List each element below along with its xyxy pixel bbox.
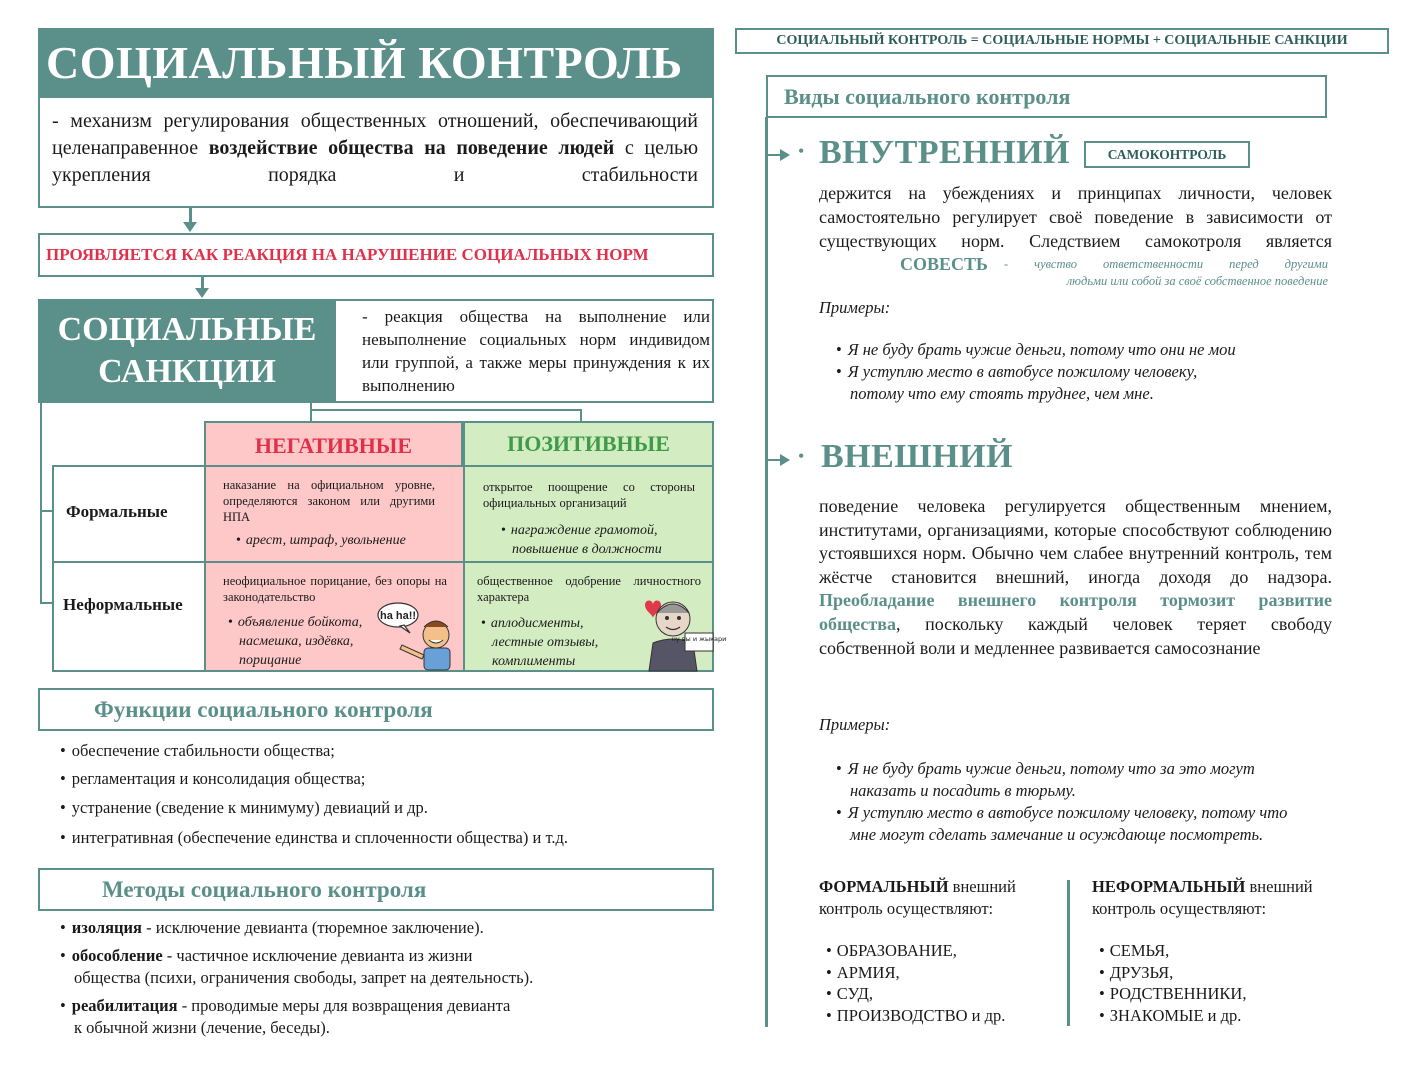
list-item — [836, 758, 1376, 780]
list-item-text: устранение (сведение к минимуму) девиаций и др. — [71, 798, 428, 817]
definition-text-part: с целью укрепления порядка и стабильности — [52, 137, 699, 186]
bullet — [481, 616, 491, 631]
example-text: Я не буду брать чужие деньги, потому что за это могут — [847, 759, 1255, 778]
informal-external-bold: НЕФОРМАЛЬНЫЙ — [1092, 877, 1246, 896]
list-item — [836, 339, 1316, 361]
example-text: потому что ему стоять труднее, чем мне. — [850, 384, 1154, 403]
bullet — [826, 963, 837, 982]
negative-header: НЕГАТИВНЫЕ — [204, 421, 463, 467]
sanctions-title-line: САНКЦИИ — [98, 353, 276, 390]
functions-heading: Функции социального контроля — [38, 688, 714, 731]
method-text: к обычной жизни (лечение, беседы). — [74, 1018, 330, 1037]
cell-example — [501, 521, 711, 559]
bullet — [60, 946, 72, 965]
page-title: СОЦИАЛЬНЫЙ КОНТРОЛЬ — [38, 28, 714, 98]
arrow-down-icon — [183, 222, 197, 232]
bullet: • — [798, 141, 805, 161]
example-text: Я уступлю место в автобусе пожилому человеку, потому что — [847, 803, 1288, 822]
list-item-text: РОДСТВЕННИКИ, — [1109, 984, 1247, 1003]
conscience-definition — [1004, 256, 1328, 290]
list-item — [60, 917, 710, 945]
arrow-right-icon — [780, 454, 790, 466]
method-term: обособление — [71, 946, 163, 965]
bullet — [836, 340, 848, 359]
sanctions-title — [38, 299, 336, 403]
formal-positive-cell — [463, 465, 714, 563]
example-text: наказать и посадить в тюрьму. — [850, 781, 1076, 800]
bullet — [60, 996, 72, 1015]
informal-external-list — [1099, 940, 1339, 1026]
cell-example — [481, 614, 631, 671]
formula-box: СОЦИАЛЬНЫЙ КОНТРОЛЬ = СОЦИАЛЬНЫЕ НОРМЫ + СОЦИАЛЬНЫЕ САНКЦИИ — [735, 28, 1389, 54]
list-item-text: ДРУЗЬЯ, — [1109, 962, 1174, 982]
bullet — [1099, 1006, 1110, 1025]
external-examples-list — [836, 758, 1376, 846]
list-item — [826, 962, 1066, 984]
types-heading: Виды социального контроля — [766, 75, 1327, 118]
internal-text: держится на убеждениях и принципах личности, человек самостоятельно регулирует своё поведение в зависимости от существующих норм. Следствием самокотроля является — [819, 183, 1332, 251]
conscience-definition-line: людьми или собой за своё собственное поведение — [1066, 274, 1328, 288]
list-item — [826, 983, 1066, 1005]
definition-bold: воздействие общества на поведение людей — [208, 137, 615, 159]
cell-example-text: лестные отзывы, — [492, 635, 599, 650]
cell-description: общественное одобрение личностного характера — [477, 574, 701, 604]
bullet — [60, 741, 72, 760]
list-item-text: ЗНАКОМЫЕ — [1109, 1005, 1204, 1025]
list-item — [836, 802, 1376, 824]
list-item-text: и др. — [967, 1005, 1006, 1025]
list-item — [1099, 940, 1339, 962]
informal-external-text: контроль осуществляют: — [1092, 898, 1267, 918]
list-item-text: СЕМЬЯ, — [1109, 941, 1170, 960]
list-item — [60, 995, 710, 1039]
bullet — [836, 759, 848, 778]
laughing-cartoon-icon — [374, 599, 464, 671]
list-item — [1099, 962, 1339, 984]
bullet: • — [798, 446, 805, 466]
list-item — [60, 797, 710, 827]
cell-example-text: насмешка, издёвка, — [239, 634, 354, 649]
formal-negative-cell — [204, 465, 465, 563]
list-item — [60, 827, 710, 849]
cell-example-text: объявление бойкота, — [237, 615, 363, 630]
list-item-text: обеспечение стабильности общества; — [71, 741, 335, 760]
reaction-box: ПРОЯВЛЯЕТСЯ КАК РЕАКЦИЯ НА НАРУШЕНИЕ СОЦИАЛЬНЫХ НОРМ — [38, 233, 714, 277]
list-item-text: ПРОИЗВОДСТВО — [836, 1005, 968, 1025]
informal-external-heading — [1092, 876, 1362, 919]
bullet — [826, 1006, 837, 1025]
definition-text — [52, 108, 698, 189]
external-examples-label: Примеры: — [819, 715, 891, 734]
cell-example-text: порицание — [239, 653, 302, 668]
arrow-down-icon — [195, 288, 209, 298]
bullet — [836, 803, 848, 822]
method-text: - исключение девианта (тюремное заключение). — [141, 918, 484, 937]
types-vertical-line — [765, 117, 768, 1027]
list-item-text: АРМИЯ, — [836, 962, 900, 982]
external-text-part: поведение человека регулируется общественным мнением, институтами, организациями, которые способствуют соблюдению устоявшихся норм. Обычно чем слабее внутренний контроль, тем жёстче становится внешний, иногда доходя до надзора. — [819, 496, 1332, 587]
external-label: ВНЕШНИЙ — [821, 438, 1013, 475]
cell-example-text: награждение грамотой, — [510, 523, 658, 538]
list-item — [60, 945, 710, 995]
cell-example — [236, 531, 456, 550]
list-item-text: ОБРАЗОВАНИЕ, — [836, 941, 957, 960]
list-item — [60, 768, 710, 797]
internal-examples-label: Примеры: — [819, 298, 891, 317]
example-text: Я не буду брать чужие деньги, потому что они не мои — [847, 340, 1236, 359]
sanctions-definition: - реакция общества на выполнение или невыполнение социальных норм индивидом или группой, а также меры принуждения к их выполнению — [362, 307, 710, 395]
conscience-term: СОВЕСТЬ — [900, 254, 988, 274]
informal-negative-cell — [204, 561, 465, 672]
method-term: реабилитация — [71, 996, 178, 1015]
bullet — [826, 984, 837, 1003]
conscience-definition-line: - чувство ответственности перед другими — [1004, 257, 1328, 271]
formal-external-text: внешний — [948, 877, 1016, 896]
cell-example — [228, 613, 388, 670]
arrow-right-icon — [780, 149, 790, 161]
applauding-cartoon-icon — [635, 591, 727, 671]
formal-external-heading — [819, 876, 1059, 919]
list-item-text: и др. — [1203, 1005, 1242, 1025]
cell-description: наказание на официальном уровне, определяются законом или другими НПА — [223, 478, 435, 524]
cartoon-sign-text: ну вы и жыкари — [671, 635, 727, 643]
formal-row-label: Формальные — [52, 465, 206, 563]
cell-example-text: аплодисменты, — [490, 616, 584, 631]
bullet — [836, 362, 848, 381]
method-text: - частичное исключение девианта из жизни — [162, 946, 473, 965]
informal-row-label: Неформальные — [52, 561, 206, 672]
cell-example-text: арест, штраф, увольнение — [245, 533, 406, 548]
example-text: мне могут сделать замечание и осуждающе посмотреть. — [850, 825, 1264, 844]
formal-external-bold: ФОРМАЛЬНЫЙ — [819, 877, 949, 896]
list-item — [836, 361, 1316, 383]
informal-external-text: внешний — [1245, 877, 1313, 896]
bullet — [1099, 984, 1110, 1003]
positive-header: ПОЗИТИВНЫЕ — [463, 421, 714, 467]
bullet — [228, 615, 238, 630]
list-item — [1099, 1005, 1339, 1027]
bullet — [60, 918, 72, 937]
list-item — [826, 1005, 1066, 1027]
definition-text-part: - механизм регулирования общественных отношений, обеспечивающий целенаправенное — [52, 110, 698, 159]
bullet — [1099, 941, 1110, 960]
method-term: изоляция — [71, 918, 142, 937]
bullet — [60, 798, 72, 817]
bracket-line — [310, 409, 582, 411]
list-item-text: регламентация и консолидация общества; — [71, 769, 366, 788]
formal-external-text: контроль осуществляют: — [819, 898, 994, 918]
internal-label: ВНУТРЕННИЙ — [819, 134, 1070, 171]
informal-positive-cell — [463, 561, 727, 672]
bullet — [501, 523, 511, 538]
bracket-line — [40, 403, 42, 604]
external-text-part: , поскольку каждый человек теряет свободу собственной воли и медленнее развивается самосознание — [819, 613, 1332, 658]
column-divider — [1067, 880, 1070, 1026]
list-item — [826, 940, 1066, 962]
list-item — [60, 740, 710, 768]
bullet — [60, 828, 72, 847]
cell-description: открытое поощрение со стороны официальных организаций — [483, 480, 695, 510]
bullet — [60, 769, 72, 788]
internal-examples-list — [836, 339, 1316, 405]
formal-external-list — [826, 940, 1066, 1026]
cell-example-text: комплименты — [492, 654, 576, 669]
cell-example-text: повышение в должности — [512, 542, 662, 557]
external-text — [819, 495, 1332, 660]
functions-list — [60, 740, 710, 849]
sanctions-title-line: СОЦИАЛЬНЫЕ — [57, 311, 317, 348]
bullet — [1099, 963, 1110, 982]
method-text: общества (психи, ограничения свободы, запрет на деятельность). — [74, 968, 534, 987]
method-text: - проводимые меры для возвращения девианта — [177, 996, 511, 1015]
bullet — [236, 533, 246, 548]
list-item — [1099, 983, 1339, 1005]
methods-heading: Методы социального контроля — [38, 868, 714, 911]
external-text-highlight: Преобладание внешнего контроля тормозит развитие общества — [819, 590, 1332, 634]
list-item-text: интегративная (обеспечение единства и сплоченности общества) и т.д. — [71, 828, 569, 847]
cell-description: неофициальное порицание, без опоры на законодательство — [223, 574, 447, 604]
methods-list — [60, 917, 710, 1039]
bullet — [826, 941, 837, 960]
list-item-text: СУД, — [836, 984, 873, 1003]
speech-bubble-text: ha ha!! — [379, 610, 417, 622]
example-text: Я уступлю место в автобусе пожилому человеку, — [847, 362, 1198, 381]
self-control-badge: САМОКОНТРОЛЬ — [1084, 141, 1250, 168]
